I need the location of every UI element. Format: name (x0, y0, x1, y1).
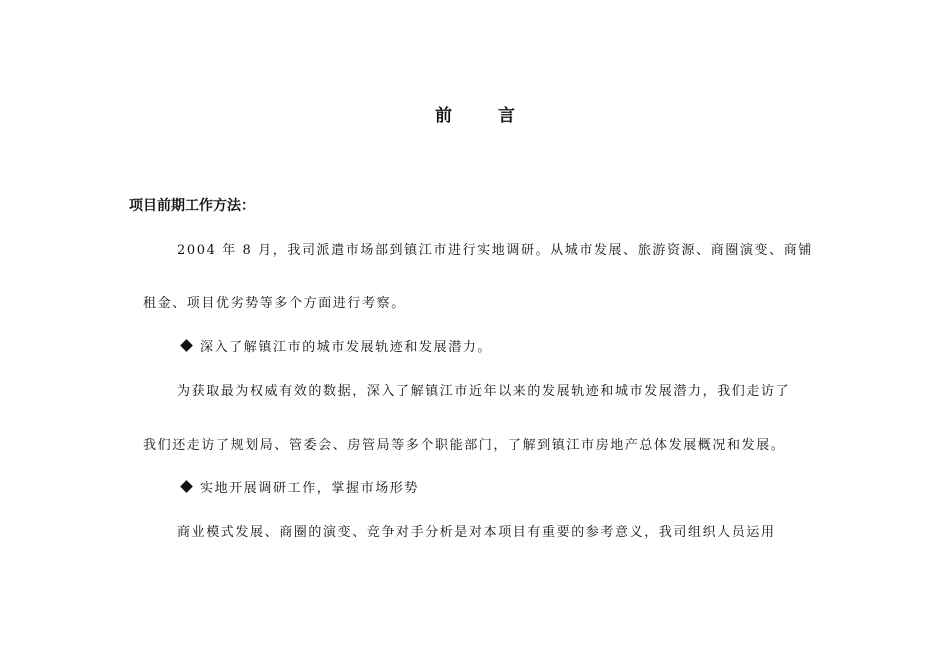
bullet-item-2-text: 实地开展调研工作，掌握市场形势 (200, 481, 420, 496)
diamond-bullet-icon (180, 480, 193, 493)
bullet-item-2 (180, 477, 419, 496)
diamond-bullet-icon (180, 339, 193, 352)
paragraph1-line2: 租金、项目优劣势等多个方面进行考察。 (143, 296, 406, 311)
section-heading: 项目前期工作方法： (129, 198, 255, 214)
bullet-item-1-text: 深入了解镇江市的城市发展轨迹和发展潜力。 (200, 340, 493, 355)
paragraph1-line1: 2004 年 8 月，我司派遣市场部到镇江市进行实地调研。从城市发展、旅游资源、商圈演变、商铺 (177, 243, 813, 258)
paragraph2-line1: 为获取最为权威有效的数据，深入了解镇江市近年以来的发展轨迹和城市发展潜力，我们走访了 (177, 384, 791, 399)
bullet-item-1 (180, 336, 492, 355)
paragraph2-line2: 我们还走访了规划局、管委会、房管局等多个职能部门，了解到镇江市房地产总体发展概况和发展。 (143, 438, 786, 453)
page-title: 前 言 (435, 106, 535, 126)
paragraph3-line1: 商业模式发展、商圈的演变、竞争对手分析是对本项目有重要的参考意义，我司组织人员运用 (177, 525, 776, 540)
